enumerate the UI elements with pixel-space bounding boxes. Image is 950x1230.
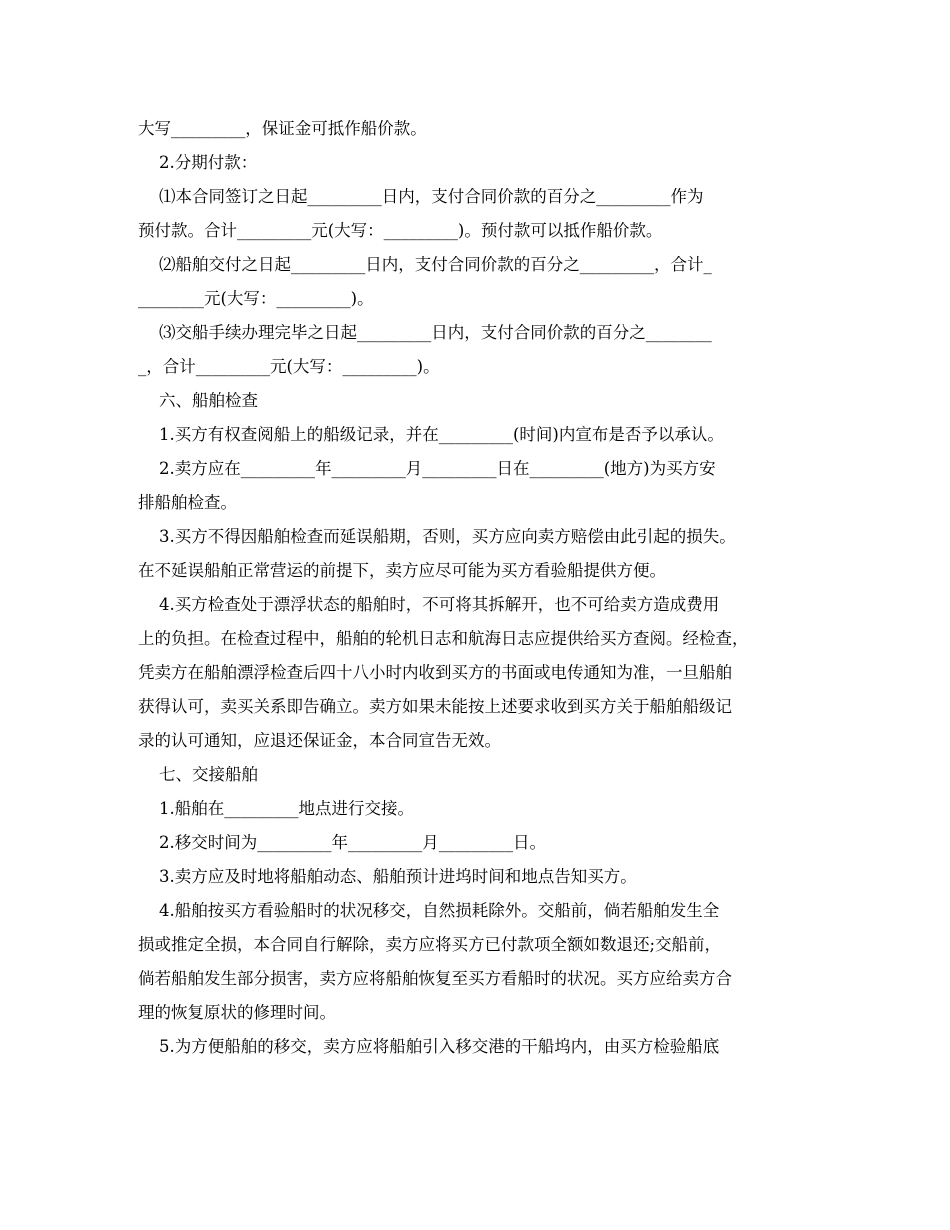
text-line: 理的恢复原状的修理时间。 [138, 1003, 336, 1022]
text-line: 预付款。合计_________元(大写：_________)。预付款可以抵作船价款。 [138, 221, 663, 240]
text-line: 倘若船舶发生部分损害，卖方应将船舶恢复至买方看船时的状况。买方应给卖方合 [138, 969, 732, 988]
text-line: 1.买方有权查阅船上的船级记录，并在_________(时间)内宣布是否予以承认。 [138, 425, 724, 444]
text-line: 4.买方检查处于漂浮状态的船舶时，不可将其拆解开，也不可给卖方造成费用 [138, 595, 720, 614]
text-line: 4.船舶按买方看验船时的状况移交，自然损耗除外。交船前，倘若船舶发生全 [138, 901, 720, 920]
section-heading: 七、交接船舶 [138, 765, 258, 784]
text-line: 3.卖方应及时地将船舶动态、船舶预计进坞时间和地点告知买方。 [138, 867, 637, 886]
text-line: 3.买方不得因船舶检查而延误船期，否则，买方应向卖方赔偿由此引起的损失。 [138, 527, 736, 546]
text-line: ⑴本合同签订之日起_________日内，支付合同价款的百分之_________作为 [138, 187, 704, 206]
text-line: ________元(大写：_________)。 [138, 289, 374, 308]
text-line: 录的认可通知，应退还保证金，本合同宣告无效。 [138, 731, 501, 750]
text-line: 5.为方便船舶的移交，卖方应将船舶引入移交港的干船坞内，由买方检验船底 [138, 1037, 720, 1056]
text-line: ⑵船舶交付之日起_________日内，支付合同价款的百分之_________，合计_ [138, 255, 712, 274]
section-heading: 六、船舶检查 [138, 391, 258, 410]
text-line: 损或推定全损，本合同自行解除，卖方应将买方已付款项全额如数退还;交船前， [138, 935, 722, 954]
text-line: _，合计_________元(大写：_________)。 [138, 357, 440, 376]
text-line: 排船舶检查。 [138, 493, 237, 512]
text-line: 获得认可，卖买关系即告确立。卖方如果未能按上述要求收到买方关于船舶船级记 [138, 697, 732, 716]
text-line: 1.船舶在_________地点进行交接。 [138, 799, 414, 818]
text-line: ⑶交船手续办理完毕之日起_________日内，支付合同价款的百分之________ [138, 323, 712, 342]
text-line: 在不延误船舶正常营运的前提下，卖方应尽可能为买方看验船提供方便。 [138, 561, 666, 580]
text-line: 2.移交时间为_________年_________月_________日。 [138, 833, 546, 852]
text-line: 大写_________，保证金可抵作船价款。 [138, 119, 427, 138]
text-line: 上的负担。在检查过程中，船舶的轮机日志和航海日志应提供给买方查阅。经检查， [138, 629, 749, 648]
document-body [138, 112, 818, 1064]
text-line: 2.分期付款： [138, 153, 258, 172]
text-line: 2.卖方应在_________年_________月_________日在_________(地方)为买方安 [138, 459, 716, 478]
text-line: 凭卖方在船舶漂浮检查后四十八小时内收到买方的书面或电传通知为准，一旦船舶 [138, 663, 732, 682]
